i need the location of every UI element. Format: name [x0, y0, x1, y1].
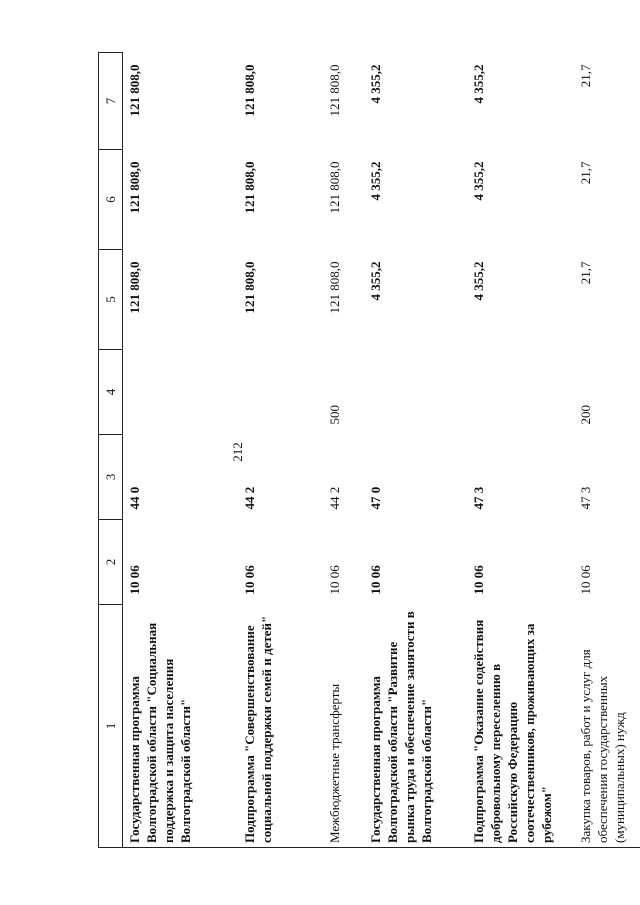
table-header-row	[99, 53, 123, 848]
value-col5: 4 355,2	[471, 261, 486, 301]
target-code: 44 2	[242, 486, 257, 510]
value-col7: 4 355,2	[368, 64, 383, 104]
value-col7: 121 808,0	[327, 64, 342, 117]
expense-type	[123, 350, 239, 435]
section-code: 10 06	[368, 565, 383, 595]
value-col7: 121 808,0	[127, 64, 142, 117]
page-number: 212	[230, 442, 245, 462]
value-col5: 21,7	[578, 261, 593, 285]
column-header: 2	[99, 520, 123, 605]
section-code: 10 06	[127, 565, 142, 595]
section-code: 10 06	[327, 565, 342, 595]
row-name: Подпрограмма "Оказание содействия добровольному переселению в Российскую Федерацию соотечественников, проживающих за рубежом"	[467, 605, 574, 848]
column-header: 7	[99, 53, 123, 150]
table-row	[238, 53, 323, 848]
target-code: 47 3	[578, 486, 593, 510]
row-name: Межбюджетные трансферты	[323, 605, 364, 848]
target-code: 47 3	[471, 486, 486, 510]
table-row	[323, 53, 364, 848]
expense-type: 200	[578, 405, 593, 425]
expense-type: 500	[327, 405, 342, 425]
table-row	[574, 53, 640, 848]
expense-type	[238, 350, 323, 435]
value-col6: 121 808,0	[327, 161, 342, 214]
row-name: Закупка товаров, работ и услуг для обеспечения государственных (муниципальных) нужд	[574, 605, 640, 848]
row-name: Государственная программа Волгоградской области "Развитие рынка труда и обеспечение занятости в Волгоградской области"	[364, 605, 467, 848]
value-col5: 121 808,0	[327, 261, 342, 314]
expense-type	[364, 350, 467, 435]
column-header: 5	[99, 250, 123, 350]
column-header: 4	[99, 350, 123, 435]
row-name: Подпрограмма "Совершенствование социальной поддержки семей и детей"	[238, 605, 323, 848]
budget-table-rotated	[98, 53, 627, 848]
value-col6: 121 808,0	[242, 161, 257, 214]
budget-table	[98, 52, 640, 848]
value-col5: 121 808,0	[127, 261, 142, 314]
row-name: Государственная программа Волгоградской области "Социальная поддержка и защита населения Волгоградской области"	[123, 605, 239, 848]
section-code: 10 06	[242, 565, 257, 595]
section-code: 10 06	[578, 565, 593, 595]
value-col6: 4 355,2	[368, 161, 383, 201]
target-code: 44 0	[127, 486, 142, 510]
value-col6: 21,7	[578, 161, 593, 185]
value-col7: 121 808,0	[242, 64, 257, 117]
column-header: 6	[99, 150, 123, 250]
value-col7: 21,7	[578, 64, 593, 88]
section-code: 10 06	[471, 565, 486, 595]
column-header: 3	[99, 435, 123, 520]
value-col7: 4 355,2	[471, 64, 486, 104]
expense-type	[467, 350, 574, 435]
table-row	[364, 53, 467, 848]
target-code: 44 2	[327, 486, 342, 510]
table-row	[467, 53, 574, 848]
value-col6: 4 355,2	[471, 161, 486, 201]
column-header: 1	[99, 605, 123, 848]
value-col5: 121 808,0	[242, 261, 257, 314]
table-row	[123, 53, 239, 848]
value-col5: 4 355,2	[368, 261, 383, 301]
target-code: 47 0	[368, 486, 383, 510]
value-col6: 121 808,0	[127, 161, 142, 214]
